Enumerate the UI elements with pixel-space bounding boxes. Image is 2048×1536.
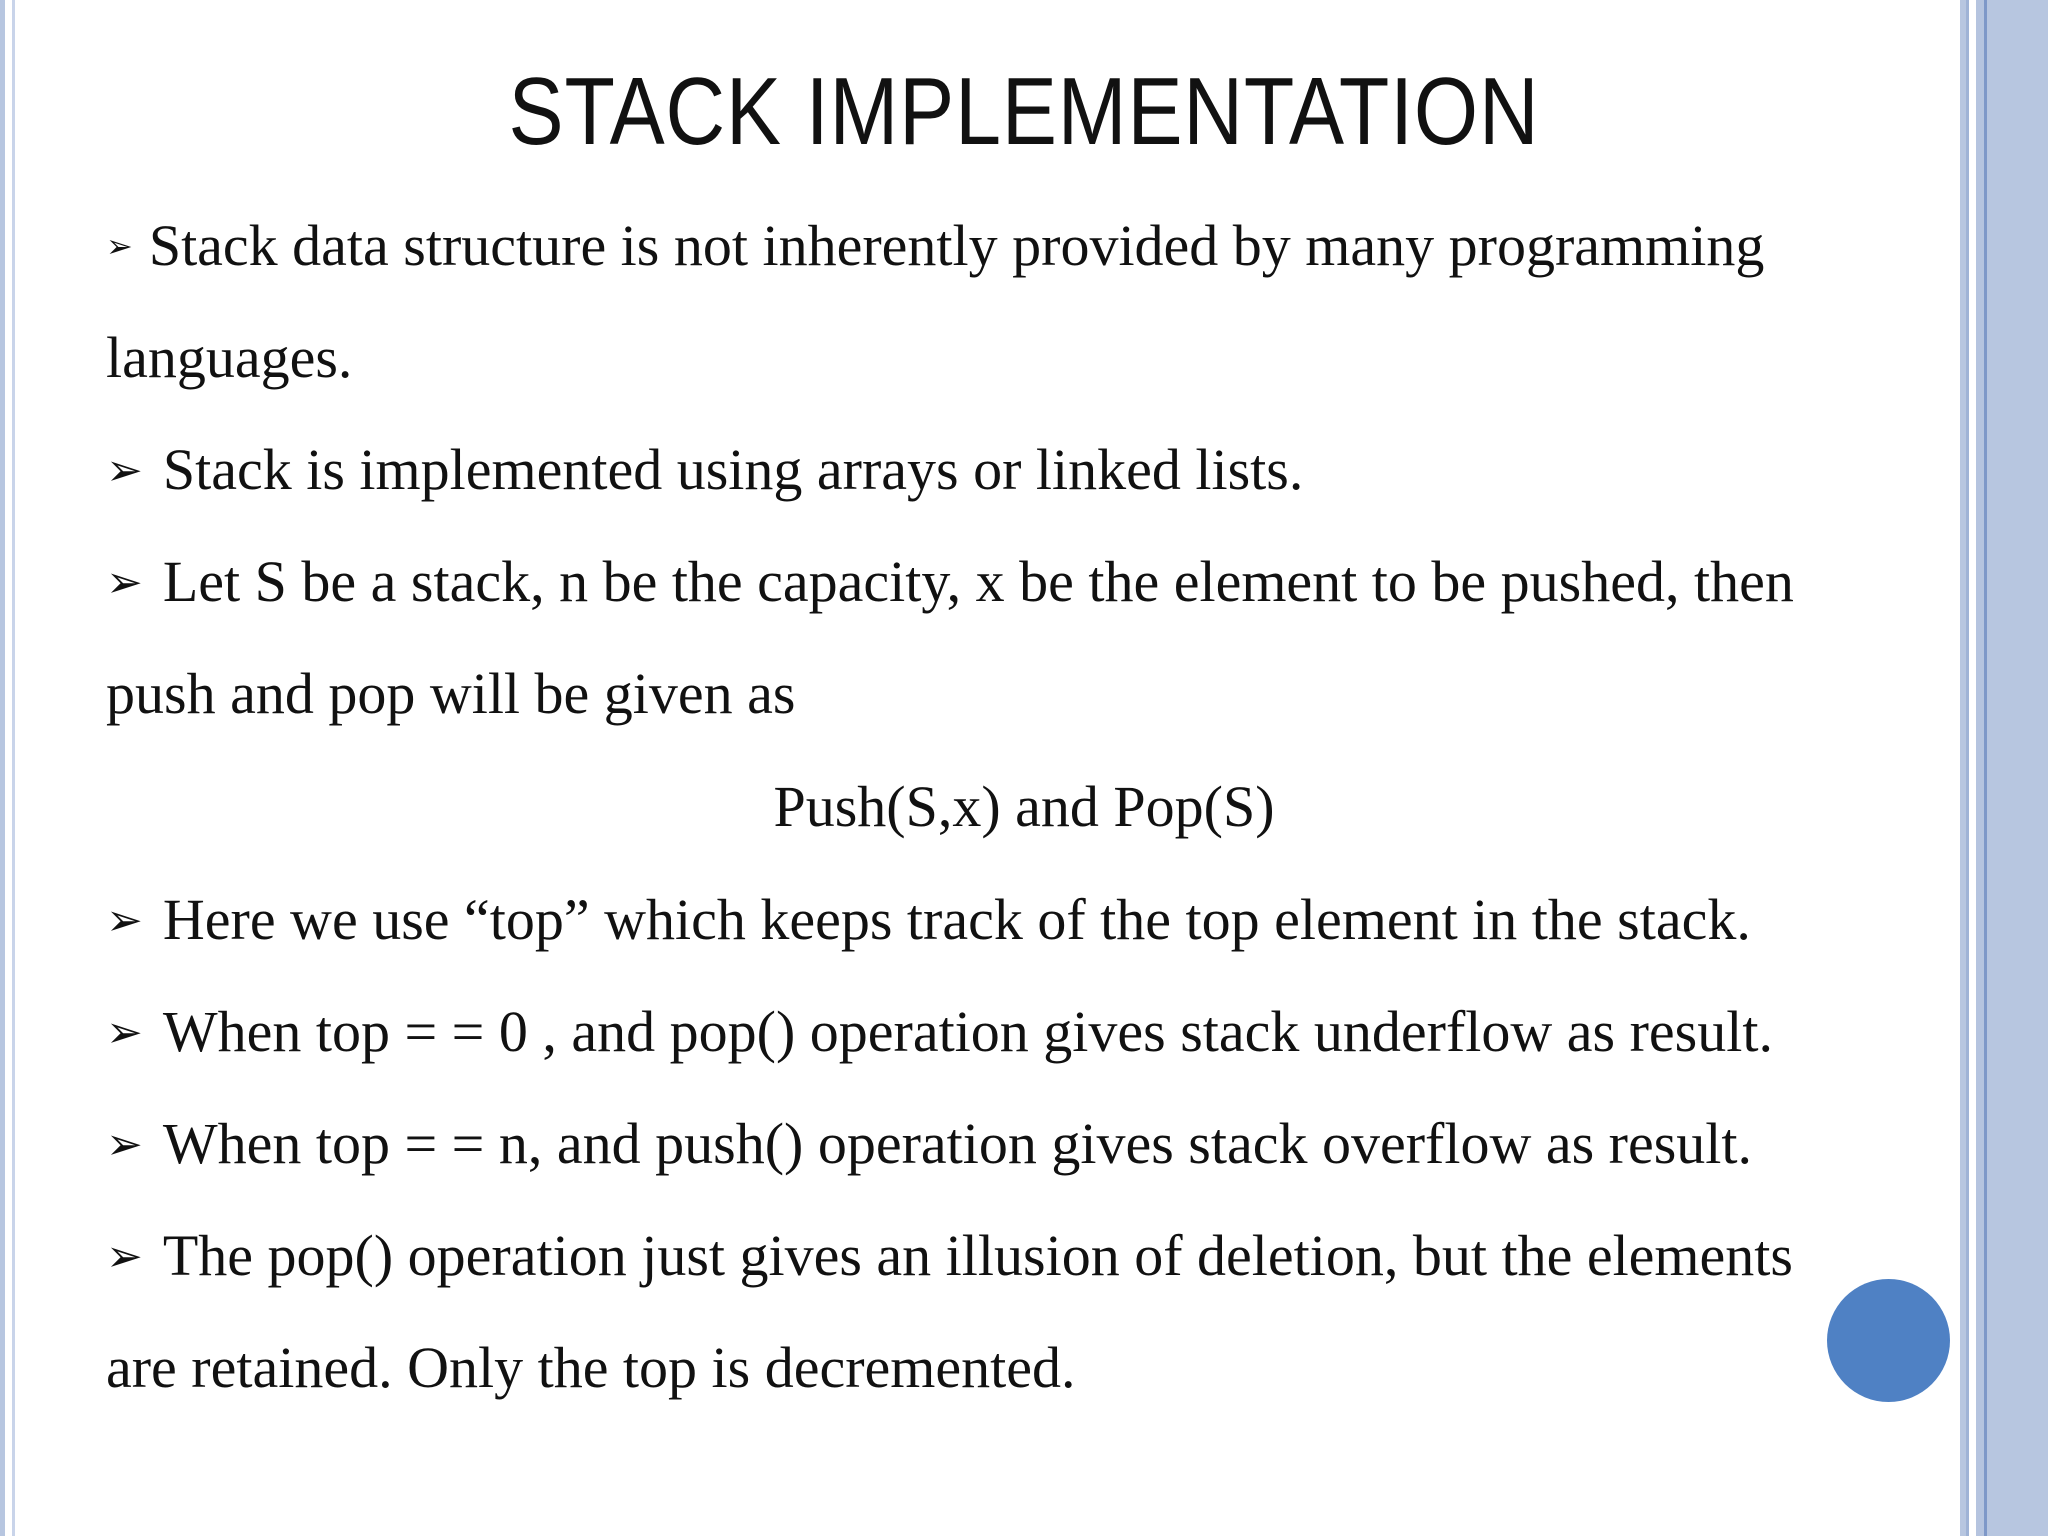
bullet-text: Here we use “top” which keeps track of the top element in the stack.	[162, 887, 1751, 952]
bullet-line-4	[106, 885, 1751, 956]
bullet-arrow-icon: ➢	[106, 557, 143, 608]
right-border-line	[1966, 0, 1969, 1536]
push-pop-signature: Push(S,x) and Pop(S)	[773, 774, 1275, 839]
left-border	[0, 0, 5, 1536]
bullet-arrow-icon: ➢	[106, 227, 133, 265]
slide-title: STACK IMPLEMENTATION	[508, 58, 1540, 165]
right-border-outer	[1987, 0, 2048, 1536]
bullet-arrow-icon: ➢	[106, 445, 143, 496]
bullet-text: Stack data structure is not inherently provided by many programming	[148, 213, 1765, 278]
decorative-circle-icon	[1827, 1279, 1950, 1402]
bullet-arrow-icon: ➢	[106, 895, 143, 946]
continuation-line-1: languages.	[106, 325, 353, 390]
bullet-text: Stack is implemented using arrays or linked lists.	[162, 437, 1304, 502]
bullet-line-5	[106, 997, 1773, 1068]
continuation-line-2: push and pop will be given as	[106, 661, 796, 726]
bullet-arrow-icon: ➢	[106, 1007, 143, 1058]
left-border-inner	[12, 0, 15, 1536]
bullet-line-7	[106, 1221, 1793, 1292]
bullet-line-1	[106, 211, 1764, 281]
right-border-band	[1976, 0, 1984, 1536]
bullet-line-6	[106, 1109, 1752, 1180]
bullet-text: The pop() operation just gives an illusion of deletion, but the elements	[162, 1223, 1793, 1288]
bullet-line-3	[106, 547, 1794, 618]
bullet-arrow-icon: ➢	[106, 1119, 143, 1170]
continuation-line-3: are retained. Only the top is decremented.	[106, 1335, 1076, 1400]
bullet-line-2	[106, 435, 1303, 506]
bullet-text: When top = = 0 , and pop() operation gives stack underflow as result.	[162, 999, 1773, 1064]
bullet-arrow-icon: ➢	[106, 1231, 143, 1282]
bullet-text: When top = = n, and push() operation gives stack overflow as result.	[162, 1111, 1753, 1176]
bullet-text: Let S be a stack, n be the capacity, x be the element to be pushed, then	[162, 549, 1794, 614]
